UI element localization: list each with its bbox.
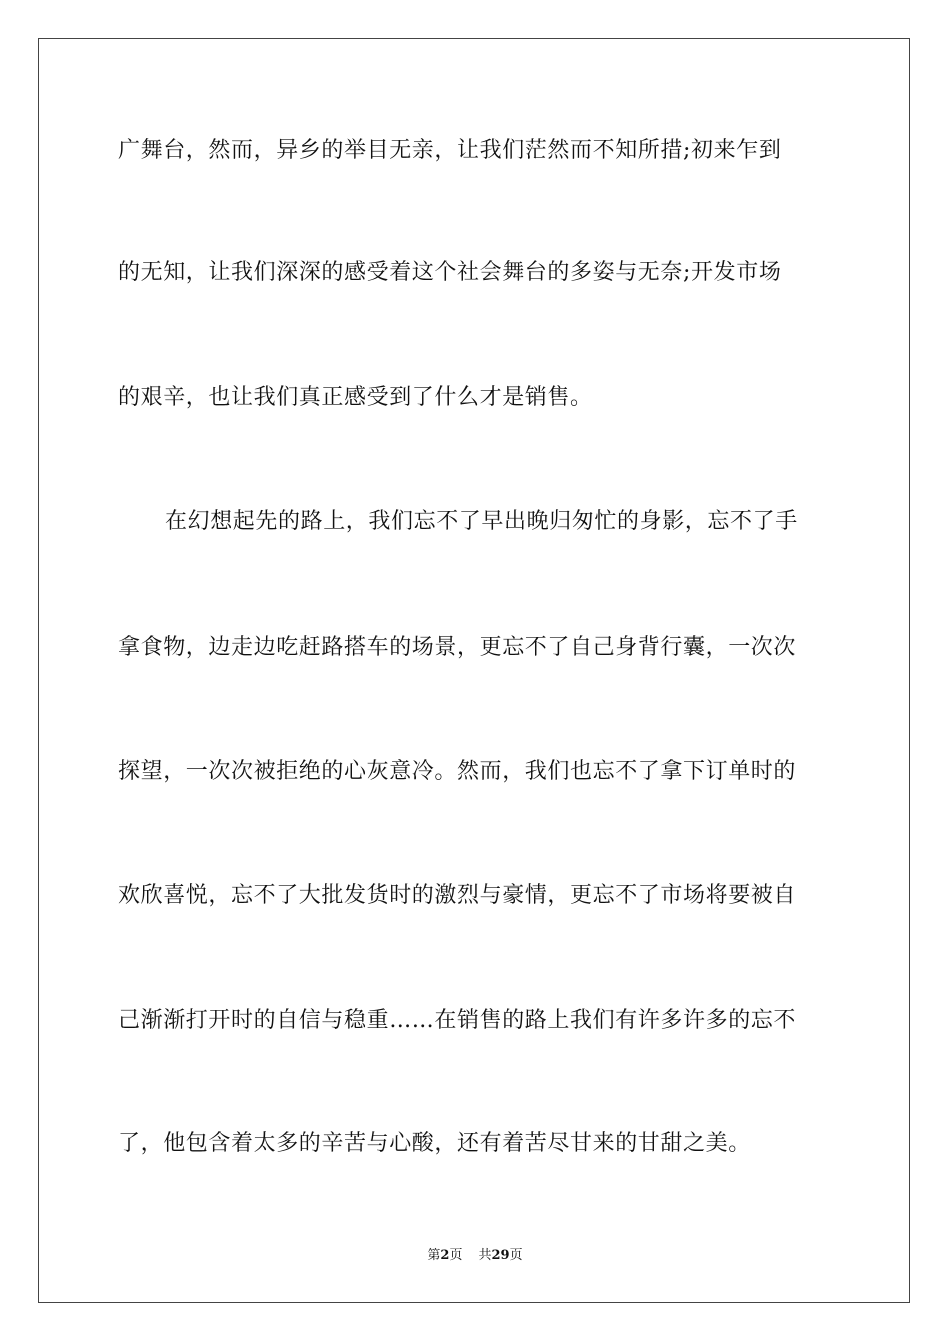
- footer-page-suffix: 页: [449, 1248, 463, 1263]
- text-line-3: 的艰辛，也让我们真正感受到了什么才是销售。: [118, 385, 593, 410]
- text-line-7: 欢欣喜悦，忘不了大批发货时的激烈与豪情，更忘不了市场将要被自: [118, 883, 797, 908]
- footer-total-pages: 29: [491, 1248, 510, 1263]
- text-line-4: 在幻想起先的路上，我们忘不了早出晚归匆忙的身影，忘不了手: [165, 509, 798, 534]
- page-frame: [38, 38, 910, 1303]
- text-line-1: 广舞台，然而，异乡的举目无亲，让我们茫然而不知所措;初来乍到: [118, 138, 782, 163]
- footer-page-prefix: 第: [427, 1248, 441, 1263]
- text-line-8: 己渐渐打开时的自信与稳重……在销售的路上我们有许多许多的忘不: [118, 1008, 797, 1033]
- footer-page-number: 2: [440, 1248, 450, 1263]
- footer-total-suffix: 页: [509, 1248, 523, 1263]
- footer-total-prefix: 共: [478, 1248, 492, 1263]
- page-footer: [0, 1247, 950, 1265]
- text-line-5: 拿食物，边走边吃赶路搭车的场景，更忘不了自己身背行囊，一次次: [118, 635, 797, 660]
- text-line-9: 了，他包含着太多的辛苦与心酸，还有着苦尽甘来的甘甜之美。: [118, 1131, 751, 1156]
- text-line-2: 的无知，让我们深深的感受着这个社会舞台的多姿与无奈;开发市场: [118, 260, 782, 285]
- text-line-6: 探望，一次次被拒绝的心灰意冷。然而，我们也忘不了拿下订单时的: [118, 759, 797, 784]
